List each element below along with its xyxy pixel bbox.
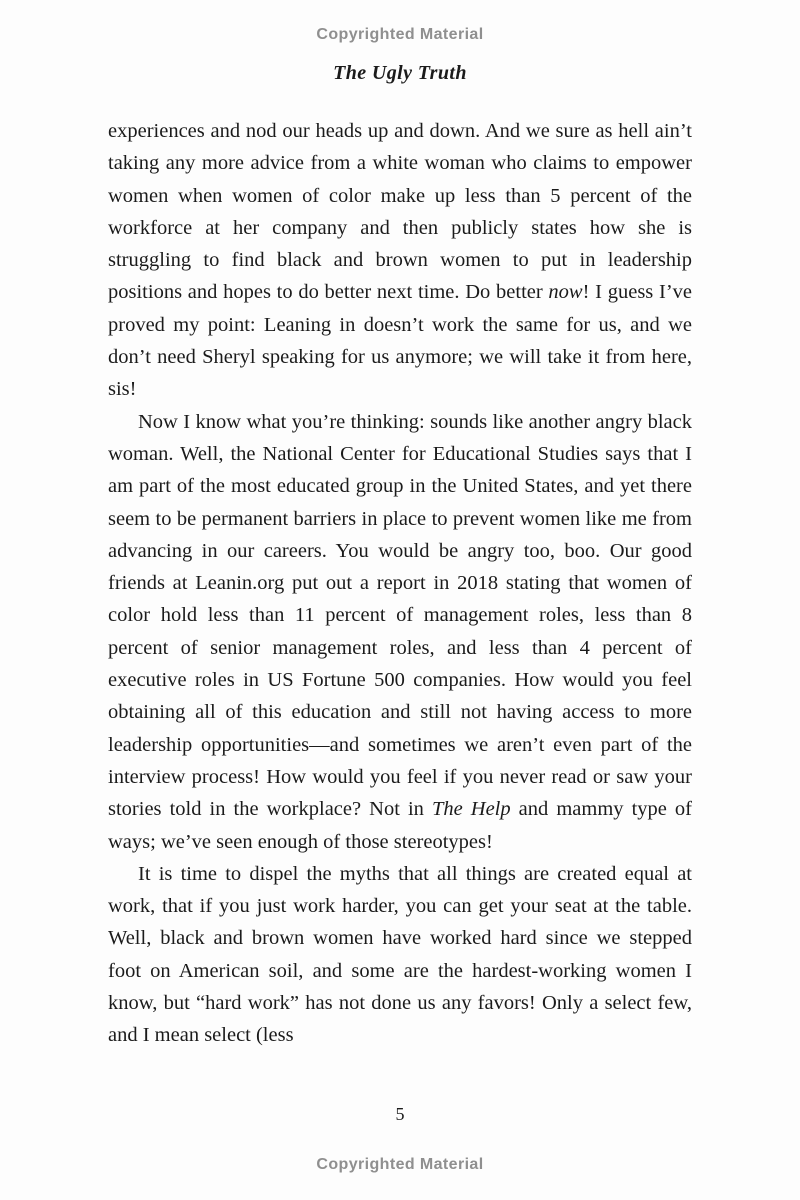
text-segment: experiences and nod our heads up and down. And we sure as hell ain’t taking any more advice from a white woman who claims to empower women when women of color make up less than 5 percent of the workforce at her company and then publicly states how she is struggling to find black and brown women to put in leadership positions and hopes to do better next time. Do better	[108, 120, 692, 304]
paragraph	[108, 858, 692, 1052]
text-segment: and mammy type of ways; we’ve seen enough of those stereotypes!	[108, 798, 692, 853]
italic-text: The Help	[431, 798, 511, 821]
paragraph	[108, 115, 692, 406]
text-segment: ! I guess I’ve proved my point: Leaning in doesn’t work the same for us, and we don’t need Sheryl speaking for us anymore; we will take it from here, sis!	[108, 281, 692, 401]
paragraph	[108, 406, 692, 858]
copyright-notice-bottom: Copyrighted Material	[316, 1156, 484, 1173]
page-number: 5	[395, 1104, 405, 1124]
copyright-notice-top: Copyrighted Material	[316, 26, 484, 43]
running-title: The Ugly Truth	[333, 62, 467, 84]
text-segment: Now I know what you’re thinking: sounds like another angry black woman. Well, the National Center for Educational Studies says that I am part of the most educated group in the United States, and yet there seem to be permanent barriers in place to prevent women like me from advancing in our careers. You would be angry too, boo. Our good friends at Leanin.org put out a report in 2018 stating that women of color hold less than 11 percent of management roles, less than 8 percent of senior management roles, and less than 4 percent of executive roles in US Fortune 500 companies. How would you feel obtaining all of this education and still not having access to more leadership opportunities—and sometimes we aren’t even part of the interview process! How would you feel if you never read or saw your stories told in the workplace? Not in	[108, 410, 692, 821]
text-segment: It is time to dispel the myths that all things are created equal at work, that if you just work harder, you can get your seat at the table. Well, black and brown women have worked hard since we stepped foot on American soil, and some are the hardest-working women I know, but “hard work” has not done us any favors! Only a select few, and I mean select (less	[108, 862, 692, 1047]
italic-text: now	[548, 281, 583, 304]
body-text	[108, 115, 692, 1052]
